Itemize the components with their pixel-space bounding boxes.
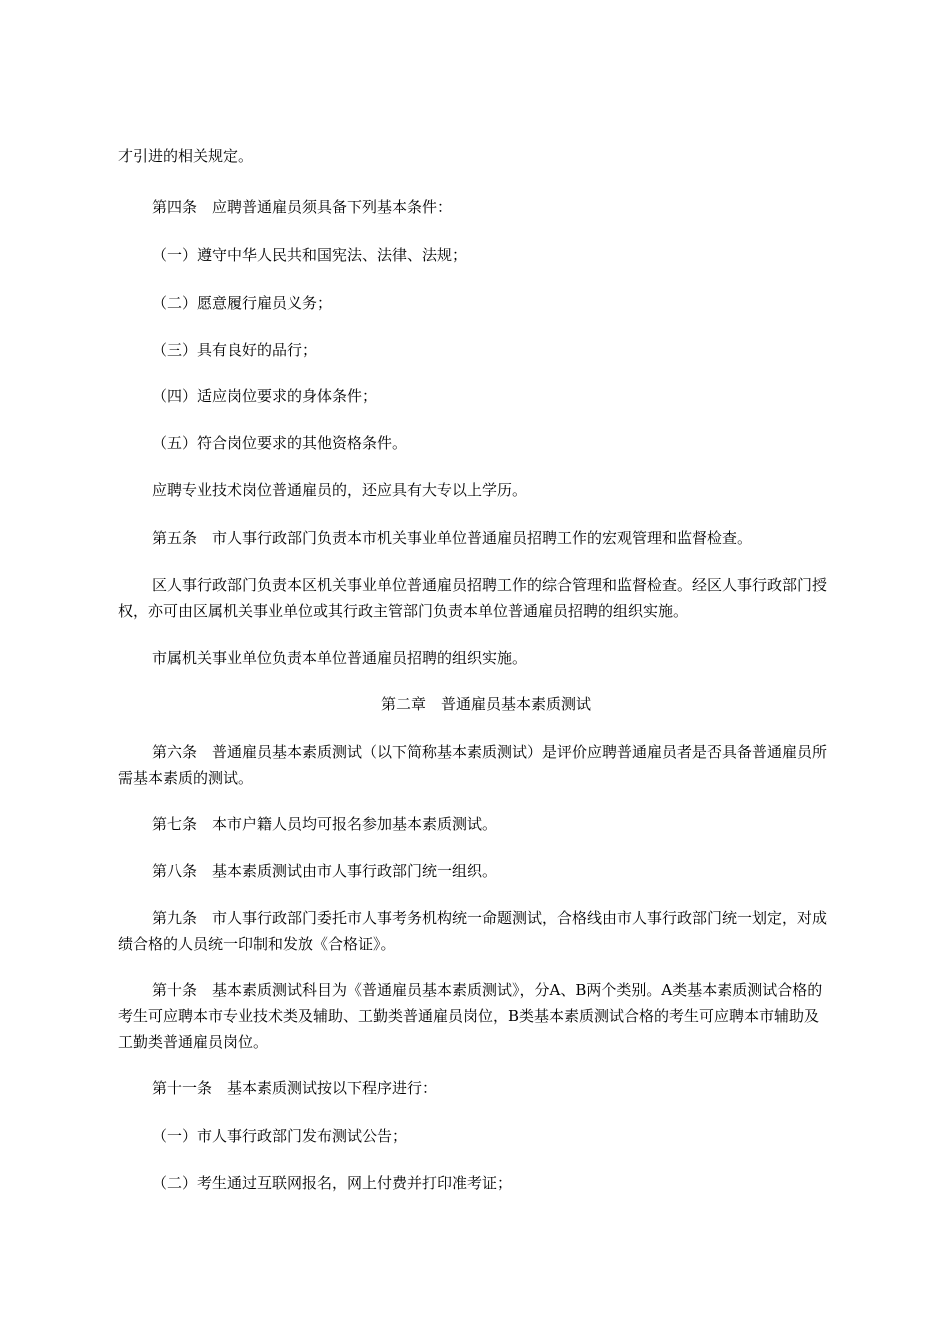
article-8: 第八条 基本素质测试由市人事行政部门统一组织。 — [152, 862, 498, 880]
chapter-2-heading: 第二章 普通雇员基本素质测试 — [380, 695, 591, 713]
article-4: 第四条 应聘普通雇员须具备下列基本条件： — [152, 198, 453, 216]
article-5-district: 区人事行政部门负责本区机关事业单位普通雇员招聘工作的综合管理和监督检查。经区人事行政部门授权，亦可由区属机关事业单位或其行政主管部门负责本单位普通雇员招聘的组织实施。 — [118, 576, 828, 620]
article-10: 第十条 基本素质测试科目为《普通雇员基本素质测试》，分A、B两个类别。A类基本素质测试合格的考生可应聘本市专业技术类及辅助、工勤类普通雇员岗位，B类基本素质测试合格的考生可应聘本市辅助及工勤类普通雇员岗位。 — [118, 981, 823, 1051]
article-4-item-5: （五）符合岗位要求的其他资格条件。 — [152, 434, 408, 452]
article-4-item-4: （四）适应岗位要求的身体条件； — [152, 387, 378, 405]
article-11-item-1: （一）市人事行政部门发布测试公告； — [152, 1127, 408, 1145]
article-7: 第七条 本市户籍人员均可报名参加基本素质测试。 — [152, 815, 498, 833]
paragraph-continuation: 才引进的相关规定。 — [118, 147, 254, 165]
article-11: 第十一条 基本素质测试按以下程序进行： — [152, 1079, 438, 1097]
article-4-item-2: （二）愿意履行雇员义务； — [152, 294, 333, 312]
article-5-municipal: 市属机关事业单位负责本单位普通雇员招聘的组织实施。 — [152, 649, 528, 667]
article-11-item-2: （二）考生通过互联网报名，网上付费并打印准考证； — [152, 1174, 513, 1192]
article-5: 第五条 市人事行政部门负责本市机关事业单位普通雇员招聘工作的宏观管理和监督检查。 — [152, 529, 753, 547]
article-6: 第六条 普通雇员基本素质测试（以下简称基本素质测试）是评价应聘普通雇员者是否具备普通雇员所需基本素质的测试。 — [118, 743, 828, 787]
article-9: 第九条 市人事行政部门委托市人事考务机构统一命题测试，合格线由市人事行政部门统一划定，对成绩合格的人员统一印制和发放《合格证》。 — [118, 909, 828, 953]
article-4-note: 应聘专业技术岗位普通雇员的，还应具有大专以上学历。 — [152, 481, 528, 499]
article-4-item-3: （三）具有良好的品行； — [152, 341, 318, 359]
article-4-item-1: （一）遵守中华人民共和国宪法、法律、法规； — [152, 246, 468, 264]
